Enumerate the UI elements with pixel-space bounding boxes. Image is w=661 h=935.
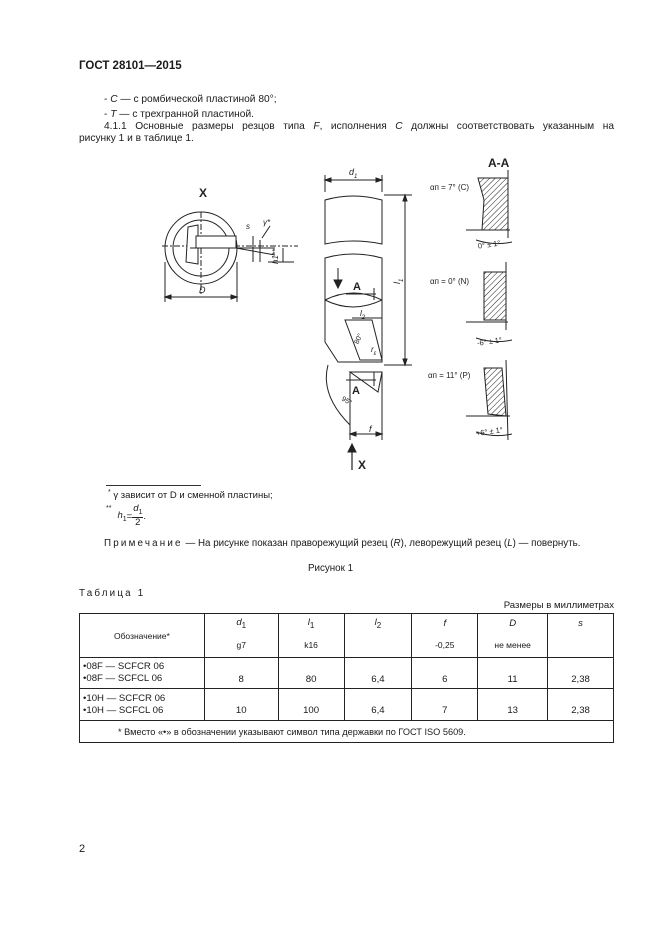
document-header: ГОСТ 28101—2015	[79, 60, 182, 72]
section-n	[466, 262, 512, 342]
cutter-side-view	[325, 167, 412, 472]
dim-l2-label: $l_2$	[360, 309, 366, 321]
section-aa-title: A-A	[488, 156, 510, 170]
row-designation: •08F — SCFCR 06 •08F — SCFCL 06	[80, 658, 205, 689]
tol-f: -0,25	[412, 634, 478, 658]
fraction-d1-over-2: $\frac{d_1}{2}$	[133, 502, 143, 529]
row-designation: •10H — SCFCR 06 •10H — SCFCL 06	[80, 689, 205, 721]
table-footnote: * Вместо «•» в обозначении указывают символ типа державки по ГОСТ ISO 5609.	[80, 721, 614, 743]
header-l1: $l_1$	[278, 614, 344, 634]
cell-s: 2,38	[548, 658, 614, 689]
angle-n-label: -6° ± 1°	[476, 335, 503, 348]
header-l2: $l_2$	[344, 614, 412, 634]
cell-f: 6	[412, 658, 478, 689]
cell-D: 13	[478, 689, 548, 721]
angle-p-label: +6° ± 1°	[475, 425, 504, 438]
list-item-rhombic: - C — с ромбической пластиной 80°;	[104, 94, 277, 105]
tol-d1: g7	[204, 634, 278, 658]
dim-f-label: f	[369, 424, 372, 434]
angle-80-label: 80°	[353, 332, 365, 346]
dim-D-label: D	[199, 285, 206, 295]
angle-95-label: 95°	[340, 395, 353, 408]
header-designation: Обозначение*	[80, 614, 205, 658]
table-row	[80, 658, 614, 689]
list-item-triangular: - T — с трехгранной пластиной.	[104, 109, 254, 120]
header-f: f	[412, 614, 478, 634]
table-row	[80, 689, 614, 721]
cell-d1: 8	[204, 658, 278, 689]
alpha-c-label: αп = 7° (C)	[430, 183, 470, 192]
view-x-end	[162, 186, 298, 302]
section-c	[466, 170, 512, 244]
tol-s	[548, 634, 614, 658]
view-x-arrow-label: X	[358, 458, 367, 472]
section-a-a	[428, 156, 512, 440]
dim-s-label: s	[246, 222, 250, 231]
footnote-divider	[106, 485, 201, 486]
page-number: 2	[79, 843, 86, 855]
cell-s: 2,38	[548, 689, 614, 721]
header-s: s	[548, 614, 614, 634]
cell-l2: 6,4	[344, 689, 412, 721]
table-title: Таблица 1	[79, 588, 146, 599]
header-d1: $d_1$	[204, 614, 278, 634]
cell-D: 11	[478, 658, 548, 689]
paragraph-4-1-1-cont: рисунку 1 и в таблице 1.	[79, 133, 194, 144]
cell-f: 7	[412, 689, 478, 721]
tol-l2	[344, 634, 412, 658]
figure-caption: Рисунок 1	[307, 563, 354, 574]
alpha-p-label: αп = 11° (P)	[428, 371, 471, 380]
angle-c-label: 0° ± 1°	[477, 238, 501, 251]
tol-D: не менее	[478, 634, 548, 658]
section-A-lower: A	[352, 385, 360, 397]
header-D: D	[478, 614, 548, 634]
dim-h1-label: h1**	[271, 248, 280, 264]
tol-l1: k16	[278, 634, 344, 658]
cell-l1: 80	[278, 658, 344, 689]
figure-note: Примечание — На рисунке показан праворежущий резец (R), леворежущий резец (L) — повернуть.	[104, 538, 581, 549]
dim-d1-label: $d_1$	[349, 167, 358, 180]
dim-l1-label: $l_1$	[392, 278, 405, 284]
section-A-upper: A	[353, 281, 361, 293]
table-units: Размеры в миллиметрах	[503, 600, 614, 611]
figure-1-drawing	[150, 150, 530, 475]
footnote-h1: ** $h_1$ = $\frac{d_1}{2}$ .	[106, 502, 147, 529]
view-x-label: X	[199, 186, 208, 200]
radius-label: $r_\varepsilon$	[371, 345, 377, 357]
table-1	[79, 613, 614, 743]
cell-l1: 100	[278, 689, 344, 721]
dim-gamma-label: γ*	[263, 218, 271, 227]
alpha-n-label: αп = 0° (N)	[430, 277, 470, 286]
paragraph-4-1-1: 4.1.1 Основные размеры резцов типа F, исполнения C должны соответствовать указанным на	[104, 121, 614, 132]
cell-d1: 10	[204, 689, 278, 721]
footnote-gamma: * γ зависит от D и сменной пластины;	[108, 489, 273, 502]
cell-l2: 6,4	[344, 658, 412, 689]
